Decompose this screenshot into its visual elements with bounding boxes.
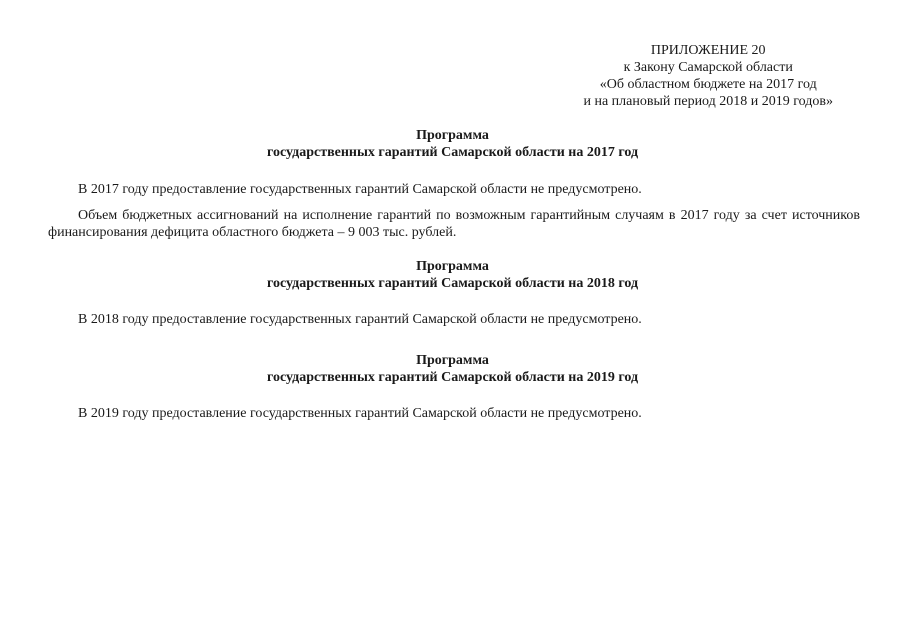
section-title-2018: [0, 258, 905, 292]
paragraph-2018-guarantees: В 2018 году предоставление государственных гарантий Самарской области не предусмотрено.: [78, 312, 642, 327]
paragraph-2017-budget-allocation: Объем бюджетных ассигнований на исполнение гарантий по возможным гарантийным случаям в 2017 году за счет источников финансирования дефицита областного бюджета – 9 003 тыс. рублей.: [48, 208, 860, 240]
section-title-2019: [0, 352, 905, 386]
section-subheading: государственных гарантий Самарской области на 2019 год: [266, 370, 639, 385]
section-heading: Программа: [416, 353, 489, 368]
section-heading: Программа: [416, 128, 489, 143]
section-subheading: государственных гарантий Самарской области на 2018 год: [266, 276, 639, 291]
appendix-law-title-line2: и на плановый период 2018 и 2019 годов»: [583, 94, 833, 109]
section-title-2017: [0, 127, 905, 161]
section-heading: Программа: [416, 259, 489, 274]
appendix-law-reference: к Закону Самарской области: [623, 60, 793, 75]
paragraph-2019-guarantees: В 2019 году предоставление государственных гарантий Самарской области не предусмотрено.: [78, 406, 642, 421]
appendix-header: [583, 42, 833, 110]
paragraph-2017-guarantees: В 2017 году предоставление государственных гарантий Самарской области не предусмотрено.: [78, 182, 642, 197]
appendix-number: ПРИЛОЖЕНИЕ 20: [650, 43, 766, 58]
appendix-law-title-line1: «Об областном бюджете на 2017 год: [599, 77, 817, 92]
section-subheading: государственных гарантий Самарской области на 2017 год: [266, 145, 639, 160]
